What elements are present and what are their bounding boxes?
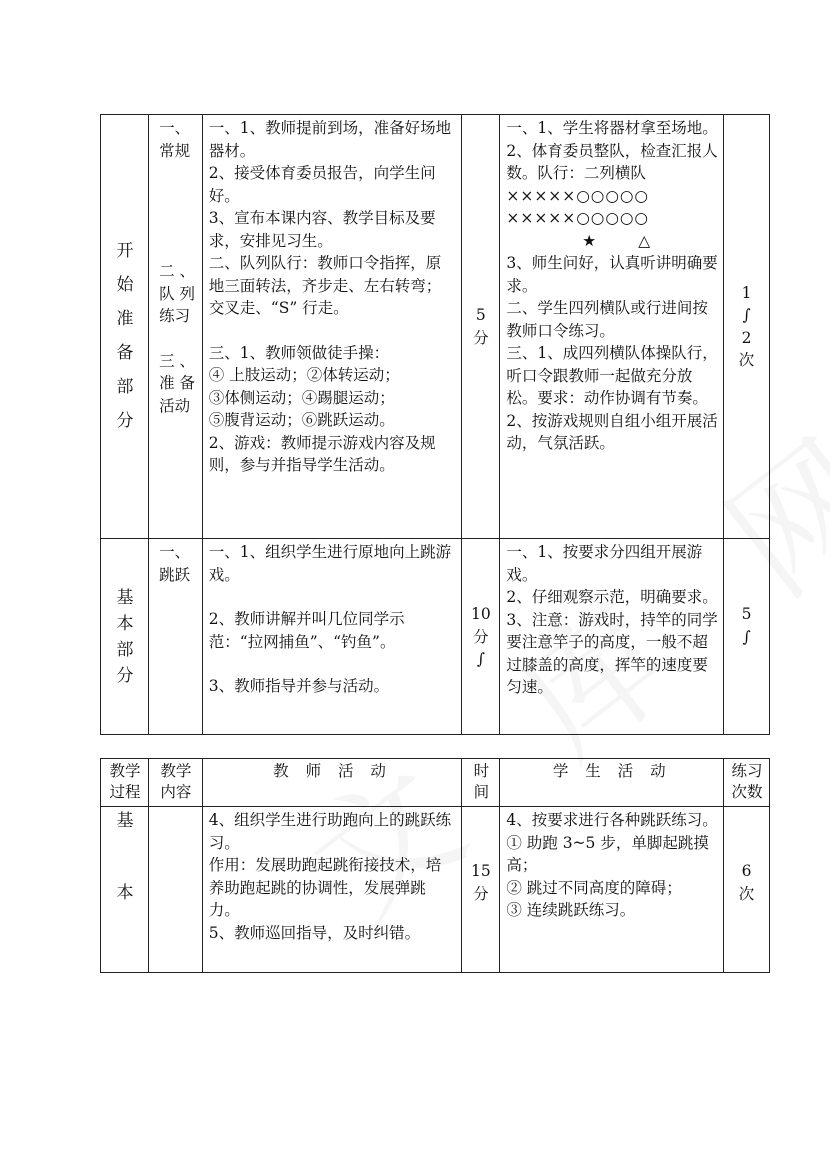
- stage-char: 本: [116, 883, 134, 903]
- content-item: [159, 260, 197, 328]
- formation-row: ×××××○○○○○: [506, 186, 649, 205]
- student-text: ③ 连续跳跃练习。: [506, 901, 636, 919]
- stage-char: 始: [116, 274, 134, 295]
- header-text: 间: [473, 783, 490, 801]
- time-cell: [462, 115, 500, 539]
- content-line: 三 、: [159, 351, 196, 370]
- practice-value: 5: [741, 605, 752, 623]
- lesson-plan-table-1: [100, 114, 770, 735]
- practice-cell: [724, 539, 770, 735]
- student-text: 三、1、成四列横队体操队行，听口令跟教师一起做充分放松。要求：动作协调有节奏。: [506, 344, 718, 407]
- student-text: 一、1、学生将器材拿至场地。: [506, 119, 718, 137]
- student-text: 3、注意：游戏时，持竿的同学要注意竿子的高度，一般不超过膝盖的高度，挥竿的速度要匀速。: [506, 610, 718, 696]
- stage-cell: [101, 539, 149, 735]
- section-start-row: [101, 115, 770, 539]
- header-practice: [724, 759, 770, 807]
- teacher-text: 2、教师讲解并叫几位同学示范：“拉网捕鱼”、“钓鱼”。: [208, 610, 405, 651]
- stage-cell: [101, 807, 149, 973]
- section-basic-row: [101, 539, 770, 735]
- teacher-text: 作用：发展助跑起跳衔接技术，培养助跑起跳的协调性，发展弹跳力。: [208, 856, 442, 919]
- time-unit: 分: [473, 884, 489, 903]
- time-sep: ∫: [476, 650, 485, 668]
- stage-char: 本: [116, 613, 134, 634]
- stage-char: 准: [116, 308, 134, 329]
- teacher-text: 2、游戏：教师提示游戏内容及规则，参与并指导学生活动。: [208, 433, 436, 474]
- teacher-text: 4、组织学生进行助跑向上的跳跃练习。: [208, 811, 452, 852]
- practice-unit: 次: [738, 884, 755, 903]
- teacher-text: 3、教师指导并参与活动。: [208, 677, 390, 695]
- header-text: 时: [473, 762, 490, 780]
- teacher-activity-cell: [202, 539, 462, 735]
- header-teacher: 教 师 活 动: [202, 759, 462, 807]
- teacher-text: ⑤腹背运动；⑥跳跃运动。: [208, 411, 395, 429]
- teacher-text: 一、1、组织学生进行原地向上跳游戏。: [208, 543, 452, 584]
- stage-char: 备: [116, 342, 134, 363]
- header-text: 过程: [109, 783, 141, 801]
- teacher-activity-cell: [202, 807, 462, 973]
- formation-row: ×××××○○○○○: [506, 209, 649, 227]
- time-unit: 分: [473, 328, 489, 347]
- practice-sep: ∫: [742, 306, 751, 324]
- teacher-text: ③体侧运动；④踢腿运动；: [208, 388, 395, 407]
- teacher-text: 3、宣布本课内容、教学目标及要求，安排见习生。: [208, 209, 436, 250]
- teacher-text: 一、1、教师提前到场，准备好场地器材。: [208, 119, 452, 160]
- stage-char: 基: [116, 587, 134, 608]
- stage-char: 部: [116, 639, 134, 660]
- student-text: 二、学生四列横队或行进间按教师口令练习。: [506, 299, 708, 340]
- content-cell: [149, 115, 203, 539]
- content-cell: [149, 539, 203, 735]
- header-text: 练习: [731, 762, 763, 780]
- time-value: 5: [475, 306, 486, 324]
- header-text: 教学: [160, 762, 192, 780]
- content-line: 跳跃: [159, 565, 191, 584]
- stage-cell: [101, 115, 149, 539]
- student-activity-cell: [500, 115, 724, 539]
- student-text: 一、1、按要求分四组开展游戏。: [506, 543, 703, 584]
- section-basic-continued-row: [101, 807, 770, 973]
- header-row: [101, 759, 770, 807]
- content-cell: [149, 807, 203, 973]
- student-activity-cell: [500, 539, 724, 735]
- content-line: 二 、: [159, 262, 196, 280]
- header-text: 教学: [109, 762, 141, 780]
- content-line: 一、: [159, 543, 191, 561]
- content-line: 准 备: [159, 374, 196, 392]
- time-cell: [462, 539, 500, 735]
- time-value: 10: [470, 605, 491, 623]
- student-text: 2、仔细观察示范，明确要求。: [506, 588, 718, 606]
- time-cell: [462, 807, 500, 973]
- content-line: 队 列: [159, 284, 196, 303]
- teacher-text: 2、接受体育委员报告，向学生问好。: [208, 164, 436, 205]
- content-line: 练习: [159, 307, 191, 325]
- header-student: 学 生 活 动: [500, 759, 724, 807]
- triangle-icon: △: [638, 231, 653, 250]
- time-unit: 分: [473, 627, 489, 646]
- student-text: 3、师生问好，认真听讲明确要求。: [506, 254, 718, 295]
- lesson-plan-table-2: [100, 758, 770, 973]
- student-text: ② 跳过不同高度的障碍；: [506, 878, 682, 897]
- header-time: [462, 759, 500, 807]
- header-process: [101, 759, 149, 807]
- header-text: 次数: [731, 783, 763, 801]
- student-text: ① 助跑 3~5 步，单脚起跳摸高；: [506, 833, 709, 874]
- content-line: 一、: [159, 119, 191, 137]
- student-text: 4、按要求进行各种跳跃练习。: [506, 811, 718, 829]
- student-text: 2、体育委员整队，检查汇报人数。队行：二列横队: [506, 141, 718, 182]
- content-line: 活动: [159, 396, 191, 415]
- content-item: [159, 117, 197, 162]
- header-text: 内容: [160, 783, 192, 801]
- stage-char: 基: [116, 811, 134, 831]
- content-item: [159, 350, 197, 418]
- student-activity-cell: [500, 807, 724, 973]
- practice-unit: 次: [738, 351, 755, 369]
- stage-char: 部: [116, 376, 134, 397]
- stage-char: 分: [116, 410, 134, 431]
- practice-value: 1: [741, 283, 752, 302]
- header-content: [149, 759, 203, 807]
- teacher-text: 三、1、教师领做徒手操：: [208, 343, 390, 362]
- formation-symbols: [506, 230, 718, 253]
- practice-value: 6: [741, 862, 752, 880]
- stage-char: 开: [116, 240, 134, 261]
- student-text: 2、按游戏规则自组小组开展活动，气氛活跃。: [506, 411, 718, 452]
- teacher-text: 二、队列队行：教师口令指挥，原地三面转法，齐步走、左右转弯；交叉走、“S” 行走。: [208, 254, 442, 317]
- content-line: 常规: [159, 141, 191, 160]
- teacher-activity-cell: [202, 115, 462, 539]
- teacher-text: ④ 上肢运动；②体转运动；: [208, 366, 400, 384]
- practice-sep: ∫: [742, 627, 751, 646]
- practice-value: 2: [741, 328, 752, 347]
- star-icon: ★: [582, 231, 599, 250]
- time-value: 15: [470, 862, 491, 880]
- practice-cell: [724, 807, 770, 973]
- practice-cell: [724, 115, 770, 539]
- teacher-text: 5、教师巡回指导，及时纠错。: [208, 923, 421, 942]
- stage-char: 分: [116, 665, 134, 686]
